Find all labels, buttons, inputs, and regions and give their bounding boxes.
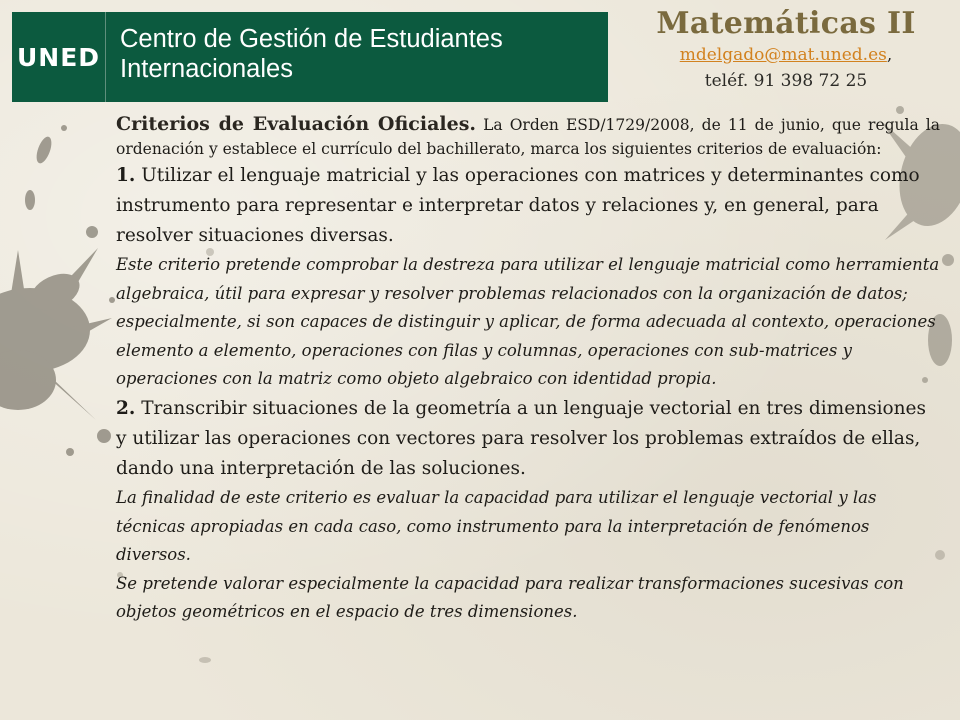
banner-title-line-2: Internacionales [120,55,293,83]
criterion-1-text: Utilizar el lenguaje matricial y las operaciones con matrices y determinantes como instrumento para representar e interpretar datos y relaciones y, en general, para resolver situaciones diversas. [116,165,920,246]
criterion-1-number: 1. [116,165,136,186]
criterion-1 [116,161,940,251]
intro-text: La Orden ESD/1729/2008, de 11 de junio, que regula la ordenación y establece el currículo del bachillerato, marca los siguientes criterios de evaluación: [116,116,941,158]
uned-logo [12,12,106,102]
criterion-2-explanation-1: La finalidad de este criterio es evaluar la capacidad para utilizar el lenguaje vectorial y las técnicas apropiadas en cada caso, como instrumento para la interpretación de fenómenos diversos. [116,487,877,565]
email-suffix: , [886,45,893,65]
email-link[interactable]: mdelgado@mat.uned.es [679,45,887,65]
contact-email-line [622,42,950,68]
course-header [622,6,950,94]
subject-title: Matemáticas II [656,6,916,41]
criterion-1-explanation: Este criterio pretende comprobar la destreza para utilizar el lenguaje matricial como herramienta algebraica, útil para expresar y resolver problemas relacionados con la organización de datos; especialmente, si son capaces de distinguir y aplicar, de forma adecuada al contexto, operaciones elemento a elemento, operaciones con filas y columnas, operaciones con sub-matrices y operaciones con la matriz como objeto algebraico con identidad propia. [116,255,940,389]
intro-paragraph [116,112,940,161]
criterion-2 [116,394,940,484]
criterion-2-explanation-2: Se pretende valorar especialmente la capacidad para realizar transformaciones sucesivas con objetos geométricos en el espacio de tres dimensiones. [116,573,904,622]
criterion-2-number: 2. [116,397,136,419]
banner-title [106,12,503,102]
intro-heading: Criterios de Evaluación Oficiales. [116,113,477,135]
criterion-2-text: Transcribir situaciones de la geometría a un lenguaje vectorial en tres dimensiones y utilizar las operaciones con vectores para resolver los problemas extraídos de ellas, dando una interpretación de las soluciones. [116,397,926,479]
uned-logo-text: UNED [16,42,101,72]
institution-banner [12,12,608,102]
contact-phone: teléf. 91 398 72 25 [704,71,868,91]
evaluation-criteria-content [116,112,940,627]
banner-title-line-1: Centro de Gestión de Estudiantes [120,25,503,53]
